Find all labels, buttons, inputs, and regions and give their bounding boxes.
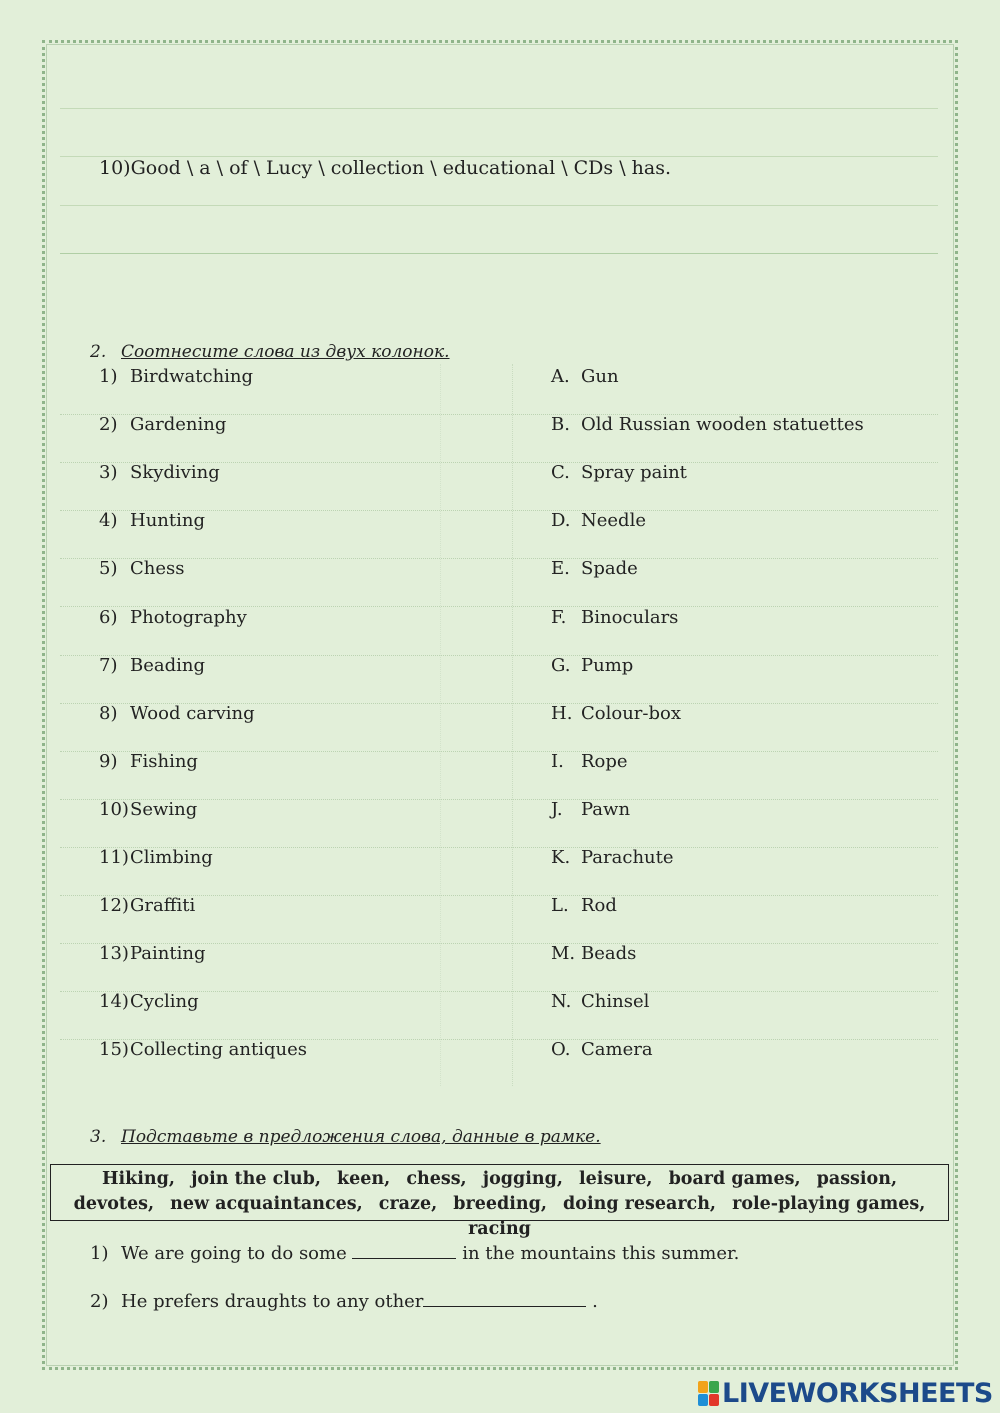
right-item[interactable] xyxy=(551,510,646,531)
item-letter: K. xyxy=(551,847,571,868)
match-row xyxy=(60,607,938,656)
word-bank-item: passion, xyxy=(816,1169,898,1189)
right-item[interactable] xyxy=(551,991,649,1012)
item-word: Wood carving xyxy=(130,702,255,724)
word-bank-item: join the club, xyxy=(191,1169,321,1189)
left-item xyxy=(99,1039,307,1060)
exercise-2-heading xyxy=(90,342,450,362)
answer-line[interactable] xyxy=(60,205,938,206)
logo-square xyxy=(698,1394,708,1406)
left-item xyxy=(99,991,199,1012)
sentence-text: . xyxy=(592,1291,598,1312)
match-row xyxy=(60,414,938,463)
word-bank-item: leisure, xyxy=(579,1169,653,1189)
match-row xyxy=(60,751,938,800)
sentence-text: in the mountains this summer. xyxy=(462,1243,740,1264)
exercise-number: 3. xyxy=(90,1127,107,1147)
item-letter: C. xyxy=(551,462,570,484)
left-item xyxy=(99,607,247,628)
item-word: Beads xyxy=(581,943,637,965)
item-letter: I. xyxy=(551,750,564,772)
item-number: 10) xyxy=(99,798,129,820)
logo-square xyxy=(698,1381,708,1393)
match-row xyxy=(60,462,938,511)
logo-text: LIVEWORKSHEETS xyxy=(722,1378,993,1409)
match-row xyxy=(60,510,938,559)
item-word: Spade xyxy=(581,558,638,580)
item-word: Pump xyxy=(581,654,634,676)
item-number: 1) xyxy=(99,366,118,387)
right-item[interactable] xyxy=(551,655,633,676)
item-word: Rope xyxy=(581,750,628,772)
word-bank-item: new acquaintances, xyxy=(170,1194,363,1214)
word-bank-item: Hiking, xyxy=(101,1169,175,1189)
item-word: Pawn xyxy=(581,798,631,820)
item-number: 13) xyxy=(99,943,129,965)
sentence-text: We are going to do some xyxy=(121,1243,347,1264)
logo-square xyxy=(709,1381,719,1393)
exercise-3-heading xyxy=(90,1127,601,1147)
word-bank-item: doing research, xyxy=(563,1194,717,1214)
item-number: 9) xyxy=(99,750,118,772)
left-item xyxy=(99,943,206,964)
sentence-text: He prefers draughts to any other xyxy=(121,1291,424,1312)
item-word: Sewing xyxy=(130,798,198,820)
right-item[interactable] xyxy=(551,703,681,724)
item-number: 5) xyxy=(99,558,118,580)
item-number: 11) xyxy=(99,847,129,868)
item-number: 8) xyxy=(99,702,118,724)
word-bank-item: breeding, xyxy=(453,1194,547,1214)
fill-sentence-1 xyxy=(90,1240,739,1264)
item-letter: D. xyxy=(551,510,571,532)
match-row xyxy=(60,1039,938,1087)
item-word: Collecting antiques xyxy=(130,1039,308,1061)
right-item[interactable] xyxy=(551,751,628,772)
item-letter: O. xyxy=(551,1039,571,1061)
item-letter: G. xyxy=(551,654,571,676)
right-item[interactable] xyxy=(551,607,678,628)
item-word: Spray paint xyxy=(581,462,687,484)
left-item xyxy=(99,895,195,916)
item-number: 15) xyxy=(99,1039,129,1061)
right-item[interactable] xyxy=(551,462,687,483)
item-word: Rod xyxy=(581,895,617,917)
item-word: Gardening xyxy=(130,414,227,436)
item-word: Birdwatching xyxy=(130,366,254,387)
answer-line[interactable] xyxy=(60,253,938,254)
item-letter: N. xyxy=(551,991,572,1013)
item-word: Graffiti xyxy=(130,895,196,917)
item-word: Binoculars xyxy=(581,606,679,628)
match-row xyxy=(60,703,938,752)
item-word: Fishing xyxy=(130,750,198,772)
item-number: 2) xyxy=(99,414,118,436)
word-bank-item: keen, xyxy=(337,1169,391,1189)
item-word: Skydiving xyxy=(130,462,220,484)
right-item[interactable] xyxy=(551,799,630,820)
left-item xyxy=(99,366,253,387)
right-item[interactable] xyxy=(551,414,864,435)
match-row xyxy=(60,847,938,896)
item-number: 4) xyxy=(99,510,118,532)
item-word: Cycling xyxy=(130,991,199,1013)
left-item xyxy=(99,703,255,724)
right-item[interactable] xyxy=(551,1039,653,1060)
item-word: Hunting xyxy=(130,510,205,532)
logo-mark-icon xyxy=(698,1381,719,1406)
match-row xyxy=(60,655,938,704)
item-word: Needle xyxy=(581,510,646,532)
match-row xyxy=(60,558,938,607)
item-word: Chess xyxy=(130,558,185,580)
sentence-number: 2) xyxy=(90,1291,109,1312)
item-letter: A. xyxy=(551,366,570,387)
fill-sentence-2 xyxy=(90,1288,598,1312)
item-word: Painting xyxy=(130,943,206,965)
word-bank-item: chess, xyxy=(406,1169,467,1189)
item-number: 6) xyxy=(99,606,118,628)
match-row xyxy=(60,895,938,944)
match-row xyxy=(60,991,938,1040)
item-word: Chinsel xyxy=(581,991,650,1013)
exercise-instruction: Подставьте в предложения слова, данные в рамке. xyxy=(121,1127,601,1147)
match-row xyxy=(60,366,938,415)
word-bank-item: devotes, xyxy=(73,1194,155,1214)
item-number: 3) xyxy=(99,462,118,484)
word-bank-item: jogging, xyxy=(482,1169,563,1189)
left-item xyxy=(99,558,185,579)
item-letter: M. xyxy=(551,943,576,965)
exercise-number: 2. xyxy=(90,342,107,362)
item-word: Beading xyxy=(130,654,206,676)
word-bank-box xyxy=(50,1164,949,1239)
item-letter: F. xyxy=(551,606,567,628)
answer-line xyxy=(60,108,938,109)
sentence-item-10: 10)Good \ a \ of \ Lucy \ collection \ educational \ CDs \ has. xyxy=(99,157,671,179)
sentence-number: 1) xyxy=(90,1243,109,1264)
word-bank-item: craze, xyxy=(378,1194,438,1214)
item-number: 14) xyxy=(99,991,129,1013)
item-word: Climbing xyxy=(130,847,213,868)
item-word: Camera xyxy=(581,1039,653,1061)
item-number: 12) xyxy=(99,895,129,917)
logo-square xyxy=(709,1394,719,1406)
answer-blank[interactable] xyxy=(352,1240,456,1259)
left-item xyxy=(99,414,226,435)
word-bank-item: board games, xyxy=(668,1169,801,1189)
exercise-instruction: Соотнесите слова из двух колонок. xyxy=(121,342,450,362)
left-item xyxy=(99,655,205,676)
right-item[interactable] xyxy=(551,943,636,964)
left-item xyxy=(99,751,198,772)
item-word: Parachute xyxy=(581,847,674,868)
liveworksheets-logo[interactable] xyxy=(698,1378,993,1409)
item-word: Photography xyxy=(130,606,247,628)
item-letter: J. xyxy=(551,798,563,820)
right-item[interactable] xyxy=(551,366,619,387)
item-number: 7) xyxy=(99,654,118,676)
item-letter: E. xyxy=(551,558,570,580)
left-item xyxy=(99,799,197,820)
item-letter: B. xyxy=(551,414,570,436)
item-word: Old Russian wooden statuettes xyxy=(581,414,864,436)
item-letter: H. xyxy=(551,702,573,724)
item-letter: L. xyxy=(551,895,569,917)
left-item xyxy=(99,510,205,531)
right-item[interactable] xyxy=(551,895,617,916)
item-word: Colour-box xyxy=(581,702,681,724)
answer-blank[interactable] xyxy=(423,1288,586,1307)
right-item[interactable] xyxy=(551,558,638,579)
item-word: Gun xyxy=(581,366,619,387)
left-item xyxy=(99,462,220,483)
right-item[interactable] xyxy=(551,847,674,868)
word-bank-item: role-playing games, xyxy=(732,1194,926,1214)
match-row xyxy=(60,943,938,992)
match-row xyxy=(60,799,938,848)
left-item xyxy=(99,847,213,868)
word-bank-item: racing xyxy=(468,1219,531,1239)
